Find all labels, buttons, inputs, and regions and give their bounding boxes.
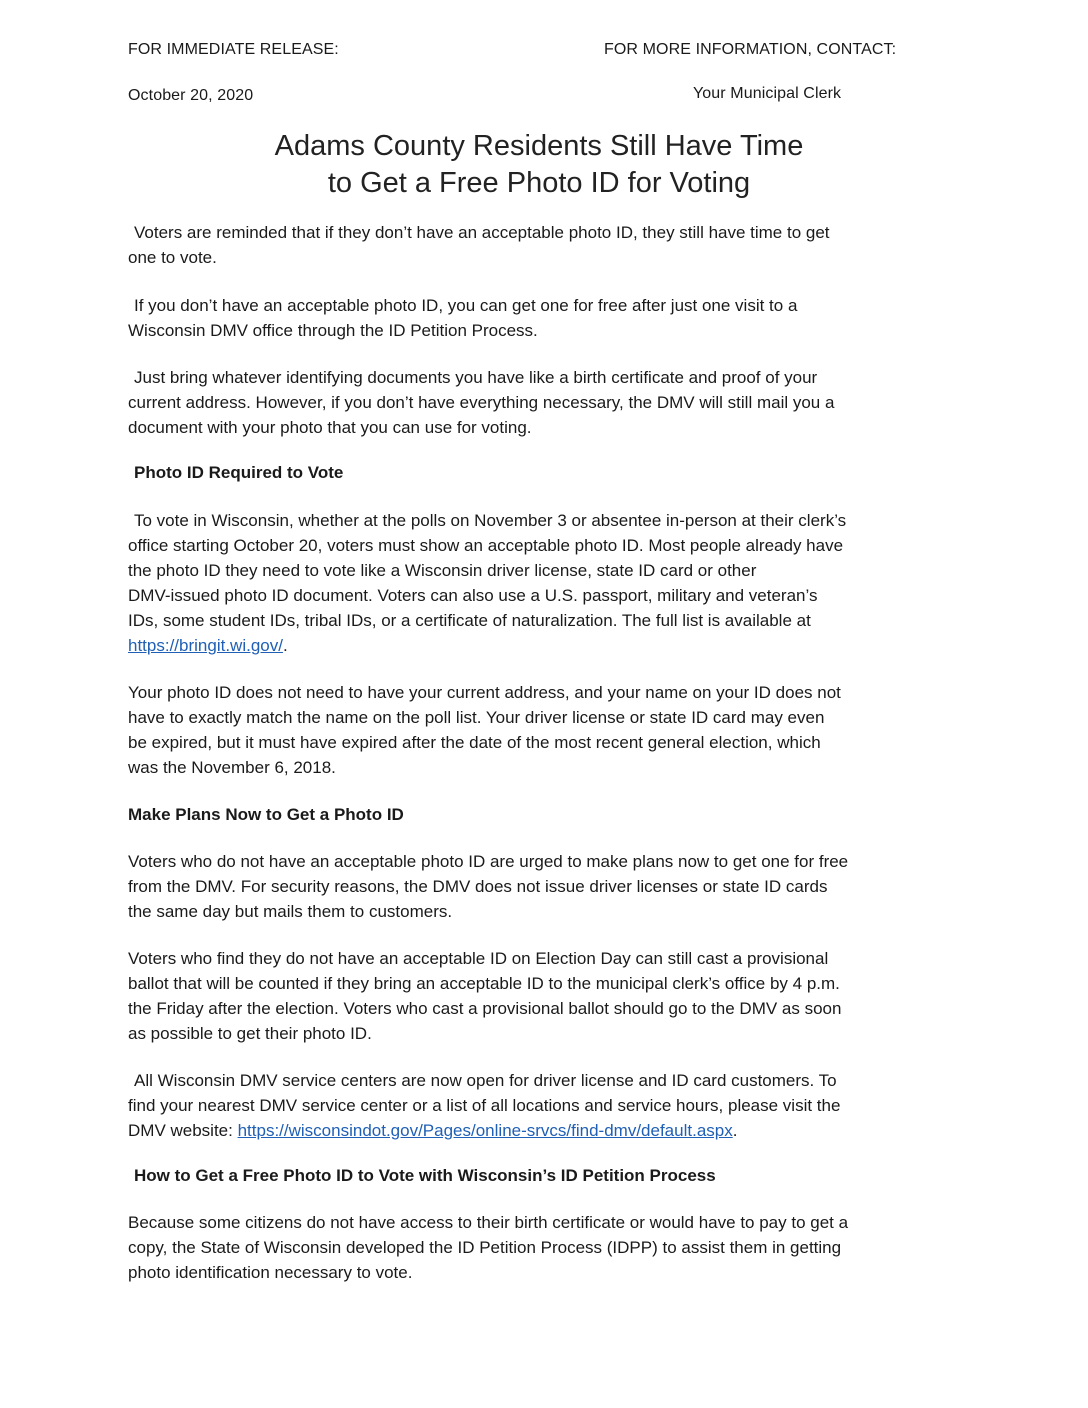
text-line: current address. However, if you don’t have everything necessary, the DMV will still mail you a — [128, 393, 835, 412]
paragraph-id-details — [128, 680, 958, 780]
text-line: Just bring whatever identifying documents you have like a birth certificate and proof of your — [134, 368, 818, 387]
text-line: the Friday after the election. Voters who cast a provisional ballot should go to the DMV as soon — [128, 999, 842, 1018]
text-line: ballot that will be counted if they bring an acceptable ID to the municipal clerk’s office by 4 p.m. — [128, 974, 840, 993]
page-title-line-2: to Get a Free Photo ID for Voting — [327, 167, 751, 199]
contact-label: FOR MORE INFORMATION, CONTACT: — [604, 41, 897, 58]
paragraph-idpp — [128, 1210, 958, 1285]
text-line — [128, 1118, 964, 1143]
link-prefix: DMV website: — [128, 1121, 238, 1140]
paragraph-dmv-centers — [128, 1068, 964, 1143]
contact-name: Your Municipal Clerk — [693, 85, 842, 102]
paragraph-vote-requirements — [128, 508, 964, 658]
paragraph-make-plans — [128, 849, 958, 924]
text-line: find your nearest DMV service center or a list of all locations and service hours, please visit the — [128, 1096, 841, 1115]
section-heading-make-plans: Make Plans Now to Get a Photo ID — [128, 805, 404, 824]
text-line: from the DMV. For security reasons, the DMV does not issue driver licenses or state ID cards — [128, 877, 828, 896]
paragraph-provisional-ballot — [128, 946, 958, 1046]
text-line: one to vote. — [128, 248, 217, 267]
text-line: Voters are reminded that if they don’t have an acceptable photo ID, they still have time to get — [134, 223, 830, 242]
text-line: All Wisconsin DMV service centers are now open for driver license and ID card customers. To — [134, 1071, 837, 1090]
text-line: the photo ID they need to vote like a Wisconsin driver license, state ID card or other — [128, 561, 757, 580]
text-line: Your photo ID does not need to have your current address, and your name on your ID does not — [128, 683, 841, 702]
page-title-line-1: Adams County Residents Still Have Time — [274, 130, 804, 162]
text-line: To vote in Wisconsin, whether at the polls on November 3 or absentee in-person at their clerk’s — [134, 511, 847, 530]
text-line: office starting October 20, voters must show an acceptable photo ID. Most people already have — [128, 536, 844, 555]
link-suffix: . — [732, 1121, 738, 1140]
text-line: Wisconsin DMV office through the ID Petition Process. — [128, 321, 538, 340]
text-line: was the November 6, 2018. — [128, 758, 336, 777]
text-line: Voters who do not have an acceptable photo ID are urged to make plans now to get one for free — [128, 852, 849, 871]
text-line: DMV-issued photo ID document. Voters can also use a U.S. passport, military and veteran’s — [128, 586, 818, 605]
text-line: Voters who find they do not have an acceptable ID on Election Day can still cast a provisional — [128, 949, 829, 968]
release-label: FOR IMMEDIATE RELEASE: — [128, 41, 339, 58]
paragraph-intro — [128, 220, 964, 270]
bringit-link[interactable]: https://bringit.wi.gov/ — [128, 636, 283, 655]
text-line: Because some citizens do not have access to their birth certificate or would have to pay to get a — [128, 1213, 849, 1232]
text-line: IDs, some student IDs, tribal IDs, or a certificate of naturalization. The full list is available at — [128, 611, 811, 630]
text-line: copy, the State of Wisconsin developed the ID Petition Process (IDPP) to assist them in getting — [128, 1238, 842, 1257]
text-line — [128, 633, 964, 658]
paragraph-documents — [128, 365, 964, 440]
text-line: If you don’t have an acceptable photo ID, you can get one for free after just one visit to a — [134, 296, 798, 315]
text-line: as possible to get their photo ID. — [128, 1024, 372, 1043]
text-line: the same day but mails them to customers. — [128, 902, 453, 921]
paragraph-free-id — [128, 293, 964, 343]
release-date: October 20, 2020 — [128, 87, 254, 104]
link-suffix: . — [282, 636, 288, 655]
text-line: photo identification necessary to vote. — [128, 1263, 413, 1282]
section-heading-photo-id-required: Photo ID Required to Vote — [134, 463, 344, 482]
text-line: document with your photo that you can use for voting. — [128, 418, 532, 437]
dmv-website-link[interactable]: https://wisconsindot.gov/Pages/online-srvcs/find-dmv/default.aspx — [237, 1121, 733, 1140]
text-line: be expired, but it must have expired after the date of the most recent general election, which — [128, 733, 821, 752]
text-line: have to exactly match the name on the poll list. Your driver license or state ID card may even — [128, 708, 825, 727]
section-heading-how-to-get-free-id: How to Get a Free Photo ID to Vote with Wisconsin’s ID Petition Process — [134, 1166, 716, 1185]
